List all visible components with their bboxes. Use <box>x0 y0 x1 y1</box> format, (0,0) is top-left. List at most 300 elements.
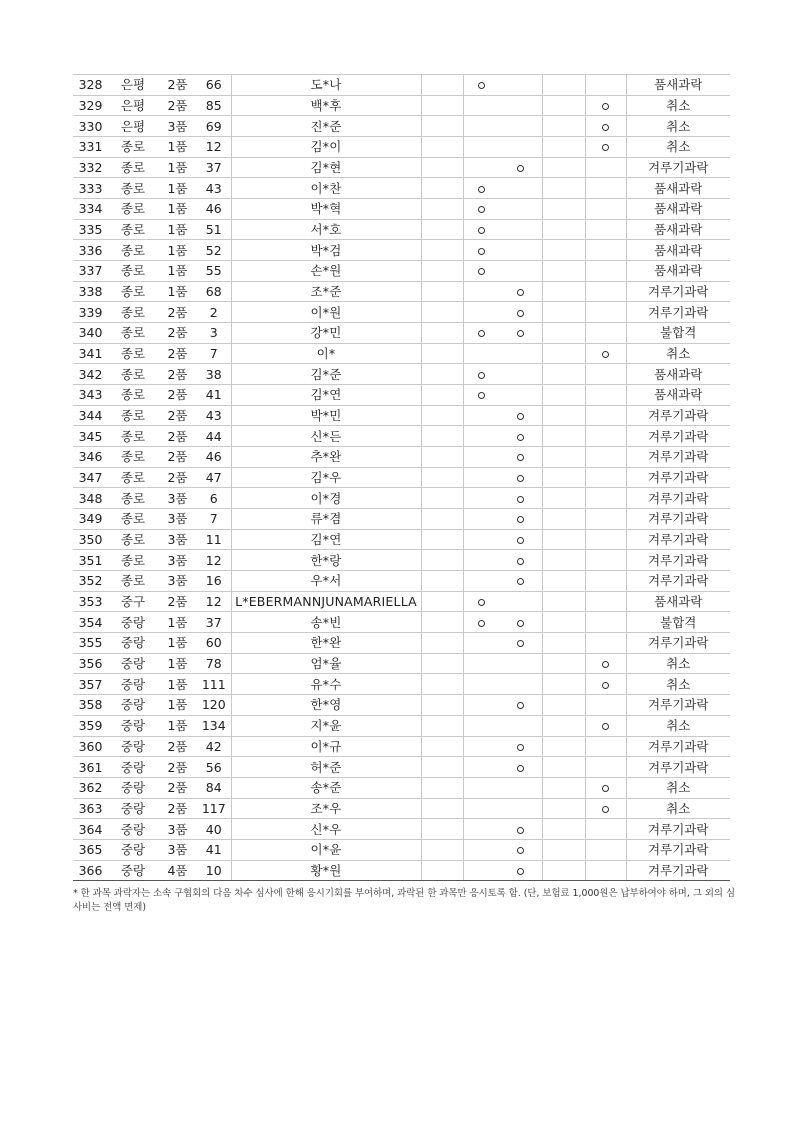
row-number-cell: 353 <box>73 591 108 612</box>
poomsae-mark-cell <box>463 633 500 654</box>
kyorugi-mark-cell <box>500 798 542 819</box>
circle-mark-icon <box>517 765 524 772</box>
poomsae-mark-cell <box>463 653 500 674</box>
kyorugi-mark-cell <box>500 860 542 881</box>
district-cell: 종로 <box>108 199 158 220</box>
result-cell: 품새과락 <box>626 364 730 385</box>
blank-cell <box>542 529 585 550</box>
table-row <box>73 612 730 633</box>
exam-number-cell: 43 <box>197 178 231 199</box>
name-cell: 한*랑 <box>231 550 421 571</box>
row-number-cell: 359 <box>73 715 108 736</box>
blank-cell <box>542 364 585 385</box>
row-number-cell: 335 <box>73 219 108 240</box>
row-number-cell: 330 <box>73 116 108 137</box>
blank-cell <box>542 736 585 757</box>
result-cell: 품새과락 <box>626 591 730 612</box>
circle-mark-icon <box>478 82 485 89</box>
blank-cell <box>421 529 463 550</box>
row-number-cell: 331 <box>73 137 108 158</box>
row-number-cell: 339 <box>73 302 108 323</box>
result-cell: 취소 <box>626 777 730 798</box>
cancel-mark-cell <box>585 95 626 116</box>
result-cell: 불합격 <box>626 612 730 633</box>
district-cell: 종로 <box>108 343 158 364</box>
name-cell: 김*준 <box>231 364 421 385</box>
district-cell: 종로 <box>108 529 158 550</box>
blank-cell <box>421 178 463 199</box>
row-number-cell: 360 <box>73 736 108 757</box>
kyorugi-mark-cell <box>500 674 542 695</box>
circle-mark-icon <box>517 868 524 875</box>
blank-cell <box>542 405 585 426</box>
grade-cell: 1품 <box>158 261 197 282</box>
name-cell: 이*경 <box>231 488 421 509</box>
district-cell: 은평 <box>108 95 158 116</box>
district-cell: 은평 <box>108 75 158 96</box>
poomsae-mark-cell <box>463 343 500 364</box>
exam-number-cell: 41 <box>197 385 231 406</box>
blank-cell <box>542 798 585 819</box>
name-cell: 신*우 <box>231 819 421 840</box>
blank-cell <box>421 839 463 860</box>
table-row <box>73 75 730 96</box>
table-row <box>73 653 730 674</box>
kyorugi-mark-cell <box>500 219 542 240</box>
result-cell: 취소 <box>626 116 730 137</box>
result-cell: 겨루기과락 <box>626 819 730 840</box>
blank-cell <box>421 571 463 592</box>
name-cell: 이*윤 <box>231 839 421 860</box>
kyorugi-mark-cell <box>500 323 542 344</box>
table-row <box>73 405 730 426</box>
blank-cell <box>421 695 463 716</box>
kyorugi-mark-cell <box>500 116 542 137</box>
poomsae-mark-cell <box>463 674 500 695</box>
poomsae-mark-cell <box>463 95 500 116</box>
result-cell: 겨루기과락 <box>626 550 730 571</box>
name-cell: 조*준 <box>231 281 421 302</box>
table-row <box>73 116 730 137</box>
kyorugi-mark-cell <box>500 529 542 550</box>
district-cell: 종로 <box>108 240 158 261</box>
table-row <box>73 385 730 406</box>
poomsae-mark-cell <box>463 757 500 778</box>
district-cell: 종로 <box>108 509 158 530</box>
grade-cell: 2품 <box>158 385 197 406</box>
blank-cell <box>421 137 463 158</box>
kyorugi-mark-cell <box>500 612 542 633</box>
district-cell: 중랑 <box>108 839 158 860</box>
district-cell: 종로 <box>108 405 158 426</box>
poomsae-mark-cell <box>463 819 500 840</box>
exam-number-cell: 3 <box>197 323 231 344</box>
district-cell: 중랑 <box>108 819 158 840</box>
district-cell: 종로 <box>108 323 158 344</box>
kyorugi-mark-cell <box>500 550 542 571</box>
name-cell: 김*연 <box>231 385 421 406</box>
table-row <box>73 157 730 178</box>
blank-cell <box>542 75 585 96</box>
result-cell: 취소 <box>626 653 730 674</box>
blank-cell <box>421 674 463 695</box>
poomsae-mark-cell <box>463 178 500 199</box>
table-row <box>73 695 730 716</box>
blank-cell <box>421 323 463 344</box>
row-number-cell: 341 <box>73 343 108 364</box>
grade-cell: 1품 <box>158 695 197 716</box>
table-row <box>73 261 730 282</box>
blank-cell <box>542 426 585 447</box>
district-cell: 종로 <box>108 571 158 592</box>
blank-cell <box>421 736 463 757</box>
kyorugi-mark-cell <box>500 819 542 840</box>
poomsae-mark-cell <box>463 302 500 323</box>
kyorugi-mark-cell <box>500 467 542 488</box>
poomsae-mark-cell <box>463 240 500 261</box>
grade-cell: 2품 <box>158 777 197 798</box>
row-number-cell: 362 <box>73 777 108 798</box>
table-row <box>73 137 730 158</box>
name-cell: 김*연 <box>231 529 421 550</box>
poomsae-mark-cell <box>463 860 500 881</box>
circle-mark-icon <box>478 372 485 379</box>
grade-cell: 2품 <box>158 757 197 778</box>
kyorugi-mark-cell <box>500 653 542 674</box>
result-cell: 겨루기과락 <box>626 529 730 550</box>
circle-mark-icon <box>517 537 524 544</box>
blank-cell <box>542 777 585 798</box>
district-cell: 종로 <box>108 426 158 447</box>
row-number-cell: 337 <box>73 261 108 282</box>
circle-mark-icon <box>517 744 524 751</box>
exam-number-cell: 111 <box>197 674 231 695</box>
exam-number-cell: 60 <box>197 633 231 654</box>
blank-cell <box>421 488 463 509</box>
cancel-mark-cell <box>585 385 626 406</box>
name-cell: 유*수 <box>231 674 421 695</box>
cancel-mark-cell <box>585 488 626 509</box>
district-cell: 종로 <box>108 178 158 199</box>
results-table-body <box>73 75 730 881</box>
blank-cell <box>542 219 585 240</box>
result-cell: 겨루기과락 <box>626 488 730 509</box>
cancel-mark-cell <box>585 323 626 344</box>
table-row <box>73 550 730 571</box>
table-row <box>73 178 730 199</box>
blank-cell <box>421 447 463 468</box>
name-cell: 송*준 <box>231 777 421 798</box>
blank-cell <box>421 819 463 840</box>
exam-number-cell: 12 <box>197 137 231 158</box>
kyorugi-mark-cell <box>500 591 542 612</box>
poomsae-mark-cell <box>463 323 500 344</box>
blank-cell <box>421 777 463 798</box>
exam-number-cell: 7 <box>197 343 231 364</box>
circle-mark-icon <box>517 578 524 585</box>
circle-mark-icon <box>478 206 485 213</box>
blank-cell <box>542 281 585 302</box>
table-row <box>73 736 730 757</box>
cancel-mark-cell <box>585 157 626 178</box>
table-row <box>73 219 730 240</box>
exam-number-cell: 42 <box>197 736 231 757</box>
name-cell: 신*든 <box>231 426 421 447</box>
result-cell: 겨루기과락 <box>626 447 730 468</box>
grade-cell: 3품 <box>158 116 197 137</box>
blank-cell <box>542 240 585 261</box>
circle-mark-icon <box>602 682 609 689</box>
cancel-mark-cell <box>585 819 626 840</box>
exam-number-cell: 117 <box>197 798 231 819</box>
cancel-mark-cell <box>585 467 626 488</box>
table-row <box>73 571 730 592</box>
poomsae-mark-cell <box>463 385 500 406</box>
blank-cell <box>421 219 463 240</box>
exam-number-cell: 16 <box>197 571 231 592</box>
blank-cell <box>421 550 463 571</box>
circle-mark-icon <box>478 268 485 275</box>
kyorugi-mark-cell <box>500 199 542 220</box>
exam-number-cell: 51 <box>197 219 231 240</box>
grade-cell: 2품 <box>158 343 197 364</box>
grade-cell: 1품 <box>158 674 197 695</box>
blank-cell <box>421 509 463 530</box>
blank-cell <box>542 488 585 509</box>
result-cell: 겨루기과락 <box>626 509 730 530</box>
grade-cell: 3품 <box>158 509 197 530</box>
circle-mark-icon <box>517 330 524 337</box>
district-cell: 은평 <box>108 116 158 137</box>
kyorugi-mark-cell <box>500 447 542 468</box>
table-row <box>73 95 730 116</box>
circle-mark-icon <box>478 186 485 193</box>
district-cell: 종로 <box>108 550 158 571</box>
grade-cell: 1품 <box>158 137 197 158</box>
exam-number-cell: 2 <box>197 302 231 323</box>
district-cell: 중랑 <box>108 798 158 819</box>
name-cell: 박*혁 <box>231 199 421 220</box>
table-row <box>73 426 730 447</box>
row-number-cell: 363 <box>73 798 108 819</box>
poomsae-mark-cell <box>463 550 500 571</box>
circle-mark-icon <box>478 599 485 606</box>
table-row <box>73 343 730 364</box>
grade-cell: 2품 <box>158 302 197 323</box>
row-number-cell: 350 <box>73 529 108 550</box>
result-cell: 품새과락 <box>626 219 730 240</box>
circle-mark-icon <box>517 827 524 834</box>
result-cell: 겨루기과락 <box>626 571 730 592</box>
kyorugi-mark-cell <box>500 137 542 158</box>
circle-mark-icon <box>517 702 524 709</box>
cancel-mark-cell <box>585 695 626 716</box>
blank-cell <box>421 633 463 654</box>
blank-cell <box>542 302 585 323</box>
cancel-mark-cell <box>585 281 626 302</box>
cancel-mark-cell <box>585 116 626 137</box>
exam-number-cell: 55 <box>197 261 231 282</box>
exam-number-cell: 68 <box>197 281 231 302</box>
name-cell: 서*호 <box>231 219 421 240</box>
grade-cell: 1품 <box>158 178 197 199</box>
grade-cell: 2품 <box>158 323 197 344</box>
kyorugi-mark-cell <box>500 343 542 364</box>
district-cell: 중랑 <box>108 757 158 778</box>
grade-cell: 1품 <box>158 653 197 674</box>
district-cell: 종로 <box>108 157 158 178</box>
result-cell: 품새과락 <box>626 385 730 406</box>
result-cell: 품새과락 <box>626 240 730 261</box>
blank-cell <box>542 343 585 364</box>
blank-cell <box>542 757 585 778</box>
blank-cell <box>542 591 585 612</box>
circle-mark-icon <box>602 723 609 730</box>
result-cell: 품새과락 <box>626 199 730 220</box>
circle-mark-icon <box>517 620 524 627</box>
cancel-mark-cell <box>585 219 626 240</box>
district-cell: 중랑 <box>108 653 158 674</box>
district-cell: 종로 <box>108 219 158 240</box>
grade-cell: 1품 <box>158 715 197 736</box>
name-cell: 강*민 <box>231 323 421 344</box>
district-cell: 종로 <box>108 488 158 509</box>
cancel-mark-cell <box>585 550 626 571</box>
row-number-cell: 356 <box>73 653 108 674</box>
name-cell: 이* <box>231 343 421 364</box>
circle-mark-icon <box>478 330 485 337</box>
kyorugi-mark-cell <box>500 240 542 261</box>
blank-cell <box>542 633 585 654</box>
exam-number-cell: 37 <box>197 612 231 633</box>
circle-mark-icon <box>517 496 524 503</box>
exam-number-cell: 84 <box>197 777 231 798</box>
cancel-mark-cell <box>585 509 626 530</box>
grade-cell: 1품 <box>158 240 197 261</box>
kyorugi-mark-cell <box>500 302 542 323</box>
table-row <box>73 591 730 612</box>
poomsae-mark-cell <box>463 488 500 509</box>
district-cell: 종로 <box>108 137 158 158</box>
row-number-cell: 351 <box>73 550 108 571</box>
exam-number-cell: 46 <box>197 447 231 468</box>
table-row <box>73 819 730 840</box>
blank-cell <box>421 467 463 488</box>
blank-cell <box>542 447 585 468</box>
blank-cell <box>421 612 463 633</box>
name-cell: 김*이 <box>231 137 421 158</box>
row-number-cell: 333 <box>73 178 108 199</box>
cancel-mark-cell <box>585 199 626 220</box>
exam-number-cell: 12 <box>197 591 231 612</box>
grade-cell: 1품 <box>158 157 197 178</box>
blank-cell <box>542 695 585 716</box>
table-row <box>73 488 730 509</box>
blank-cell <box>421 591 463 612</box>
kyorugi-mark-cell <box>500 178 542 199</box>
cancel-mark-cell <box>585 261 626 282</box>
district-cell: 중구 <box>108 591 158 612</box>
row-number-cell: 332 <box>73 157 108 178</box>
table-row <box>73 798 730 819</box>
exam-number-cell: 37 <box>197 157 231 178</box>
poomsae-mark-cell <box>463 447 500 468</box>
result-cell: 겨루기과락 <box>626 302 730 323</box>
kyorugi-mark-cell <box>500 633 542 654</box>
blank-cell <box>421 75 463 96</box>
result-cell: 취소 <box>626 343 730 364</box>
table-row <box>73 240 730 261</box>
name-cell: 박*민 <box>231 405 421 426</box>
blank-cell <box>421 757 463 778</box>
name-cell: 김*우 <box>231 467 421 488</box>
cancel-mark-cell <box>585 591 626 612</box>
cancel-mark-cell <box>585 447 626 468</box>
kyorugi-mark-cell <box>500 571 542 592</box>
result-cell: 품새과락 <box>626 178 730 199</box>
circle-mark-icon <box>517 516 524 523</box>
circle-mark-icon <box>602 144 609 151</box>
poomsae-mark-cell <box>463 695 500 716</box>
district-cell: 종로 <box>108 467 158 488</box>
row-number-cell: 364 <box>73 819 108 840</box>
row-number-cell: 347 <box>73 467 108 488</box>
result-cell: 겨루기과락 <box>626 839 730 860</box>
poomsae-mark-cell <box>463 777 500 798</box>
name-cell: 한*완 <box>231 633 421 654</box>
district-cell: 종로 <box>108 385 158 406</box>
name-cell: 한*영 <box>231 695 421 716</box>
kyorugi-mark-cell <box>500 281 542 302</box>
poomsae-mark-cell <box>463 219 500 240</box>
grade-cell: 3품 <box>158 550 197 571</box>
poomsae-mark-cell <box>463 715 500 736</box>
circle-mark-icon <box>517 165 524 172</box>
result-cell: 겨루기과락 <box>626 426 730 447</box>
blank-cell <box>542 116 585 137</box>
exam-number-cell: 12 <box>197 550 231 571</box>
name-cell: 황*원 <box>231 860 421 881</box>
blank-cell <box>421 798 463 819</box>
table-row <box>73 860 730 881</box>
exam-number-cell: 38 <box>197 364 231 385</box>
kyorugi-mark-cell <box>500 75 542 96</box>
result-cell: 취소 <box>626 674 730 695</box>
cancel-mark-cell <box>585 839 626 860</box>
poomsae-mark-cell <box>463 426 500 447</box>
poomsae-mark-cell <box>463 116 500 137</box>
grade-cell: 2품 <box>158 447 197 468</box>
cancel-mark-cell <box>585 178 626 199</box>
blank-cell <box>542 819 585 840</box>
table-row <box>73 364 730 385</box>
blank-cell <box>421 199 463 220</box>
row-number-cell: 329 <box>73 95 108 116</box>
exam-number-cell: 134 <box>197 715 231 736</box>
grade-cell: 2품 <box>158 405 197 426</box>
circle-mark-icon <box>602 124 609 131</box>
circle-mark-icon <box>602 785 609 792</box>
poomsae-mark-cell <box>463 137 500 158</box>
row-number-cell: 336 <box>73 240 108 261</box>
circle-mark-icon <box>517 558 524 565</box>
cancel-mark-cell <box>585 571 626 592</box>
poomsae-mark-cell <box>463 364 500 385</box>
district-cell: 중랑 <box>108 695 158 716</box>
grade-cell: 2품 <box>158 75 197 96</box>
blank-cell <box>421 157 463 178</box>
table-row <box>73 302 730 323</box>
